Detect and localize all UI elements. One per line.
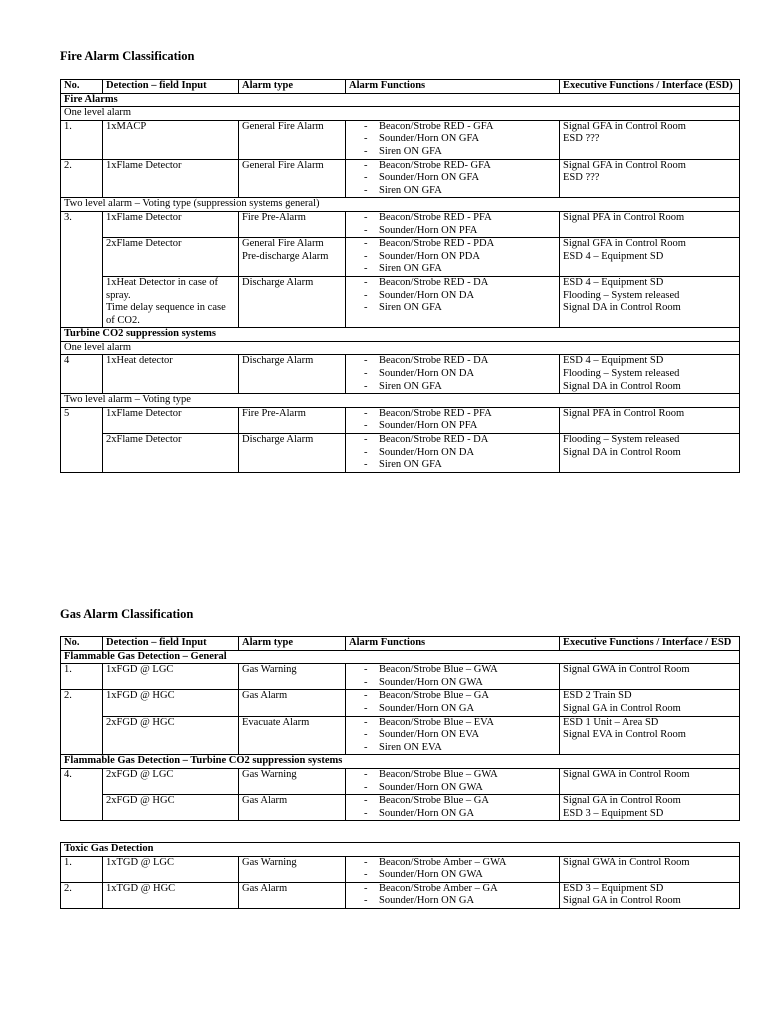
- alarm-type-cell-line: General Fire Alarm: [242, 120, 324, 132]
- detection-cell: [103, 211, 239, 237]
- table-row: [61, 856, 740, 882]
- executive-functions-cell: [560, 690, 740, 716]
- table-row: [61, 211, 740, 237]
- gas-table-body: [61, 650, 740, 821]
- table-row: [61, 238, 740, 277]
- alarm-function-item: - Sounder/Horn ON DA: [349, 447, 556, 460]
- detection-cell-line: 1xFlame Detector: [106, 407, 182, 419]
- detection-cell: [103, 355, 239, 394]
- alarm-functions-list: [349, 238, 556, 276]
- alarm-functions-cell: [346, 768, 560, 794]
- executive-functions-cell: [560, 276, 740, 327]
- gas-alarm-section: [60, 607, 739, 821]
- row-number: 1.: [61, 664, 103, 690]
- alarm-type-cell-line: Gas Warning: [242, 768, 297, 780]
- alarm-type-cell-line: Gas Warning: [242, 856, 297, 868]
- header-no: No.: [61, 80, 103, 94]
- alarm-function-item: - Beacon/Strobe RED - DA: [349, 355, 556, 368]
- alarm-function-item: - Siren ON GFA: [349, 381, 556, 394]
- alarm-functions-list: [349, 434, 556, 472]
- fire-subgroup-row-label: Two level alarm – Voting type (suppression systems general): [61, 198, 740, 212]
- alarm-type-cell: [239, 664, 346, 690]
- table-row: [61, 690, 740, 716]
- toxic-gas-section: [60, 842, 739, 909]
- alarm-function-item: - Beacon/Strobe RED - PDA: [349, 238, 556, 251]
- table-row: [61, 795, 740, 821]
- detection-cell: [103, 690, 239, 716]
- alarm-type-cell-line: Discharge Alarm: [242, 276, 314, 288]
- executive-functions-cell: [560, 856, 740, 882]
- header-detection: Detection – field Input: [103, 637, 239, 651]
- table-row: [61, 276, 740, 327]
- executive-functions-cell: [560, 120, 740, 159]
- detection-cell-line: 1xFlame Detector: [106, 211, 182, 223]
- alarm-function-item: - Siren ON GFA: [349, 459, 556, 472]
- alarm-functions-cell: [346, 276, 560, 327]
- detection-cell: [103, 856, 239, 882]
- alarm-type-cell-line: Gas Alarm: [242, 690, 288, 702]
- detection-cell-line: 1xHeat Detector in case of: [106, 276, 218, 288]
- toxic-group-row: [61, 843, 740, 857]
- alarm-function-item: - Siren ON GFA: [349, 263, 556, 276]
- detection-cell-line: 2xFlame Detector: [106, 238, 182, 250]
- alarm-functions-cell: [346, 407, 560, 433]
- executive-functions-cell-line: Flooding – System released: [563, 368, 680, 380]
- alarm-functions-list: [349, 664, 556, 689]
- alarm-functions-cell: [346, 856, 560, 882]
- executive-functions-cell: [560, 159, 740, 198]
- alarm-function-item: - Siren ON EVA: [349, 742, 556, 755]
- alarm-function-item: - Siren ON GFA: [349, 302, 556, 315]
- detection-cell-line: 1xTGD @ HGC: [106, 882, 176, 894]
- alarm-type-cell-line: Gas Alarm: [242, 882, 288, 894]
- alarm-function-item: - Beacon/Strobe Amber – GA: [349, 883, 556, 896]
- alarm-type-cell: [239, 882, 346, 908]
- executive-functions-cell-line: Flooding – System released: [563, 434, 680, 446]
- row-number: 3.: [61, 211, 103, 327]
- gas-group-row: [61, 650, 740, 664]
- gas-table-header: [61, 637, 740, 651]
- alarm-functions-list: [349, 160, 556, 198]
- alarm-functions-list: [349, 277, 556, 315]
- alarm-type-cell: [239, 434, 346, 473]
- gas-alarm-table: [60, 636, 740, 821]
- alarm-functions-list: [349, 355, 556, 393]
- row-number: 4: [61, 355, 103, 394]
- alarm-function-item: - Sounder/Horn ON GA: [349, 703, 556, 716]
- alarm-function-item: - Beacon/Strobe RED - DA: [349, 277, 556, 290]
- alarm-type-cell-line: General Fire Alarm: [242, 238, 324, 250]
- detection-cell-line: Time delay sequence in case: [106, 302, 226, 314]
- executive-functions-cell: [560, 355, 740, 394]
- alarm-type-cell: [239, 407, 346, 433]
- alarm-functions-list: [349, 690, 556, 715]
- alarm-function-item: - Sounder/Horn ON PFA: [349, 225, 556, 238]
- executive-functions-cell-line: ESD ???: [563, 172, 600, 184]
- fire-alarm-title: Fire Alarm Classification: [60, 49, 195, 63]
- executive-functions-cell-line: ESD 3 – Equipment SD: [563, 882, 664, 894]
- alarm-type-cell: [239, 856, 346, 882]
- alarm-functions-list: [349, 769, 556, 794]
- executive-functions-cell-line: ESD 4 – Equipment SD: [563, 355, 664, 367]
- row-number: 2.: [61, 882, 103, 908]
- alarm-functions-list: [349, 212, 556, 237]
- header-alarm-functions: Alarm Functions: [346, 80, 560, 94]
- row-number: 5: [61, 407, 103, 472]
- alarm-function-item: - Sounder/Horn ON EVA: [349, 729, 556, 742]
- fire-subgroup-row: [61, 198, 740, 212]
- detection-cell-line: 1xHeat detector: [106, 355, 173, 367]
- executive-functions-cell-line: Signal PFA in Control Room: [563, 407, 685, 419]
- fire-alarm-section: [60, 49, 739, 473]
- alarm-type-cell: [239, 238, 346, 277]
- alarm-functions-cell: [346, 795, 560, 821]
- executive-functions-cell-line: Signal DA in Control Room: [563, 302, 681, 314]
- executive-functions-cell: [560, 768, 740, 794]
- executive-functions-cell-line: ESD 1 Unit – Area SD: [563, 716, 659, 728]
- table-row: [61, 159, 740, 198]
- executive-functions-cell: [560, 716, 740, 755]
- table-row: [61, 768, 740, 794]
- row-number: 4.: [61, 768, 103, 820]
- alarm-functions-cell: [346, 690, 560, 716]
- alarm-function-item: - Beacon/Strobe Amber – GWA: [349, 857, 556, 870]
- fire-table-body: [61, 93, 740, 472]
- alarm-function-item: - Beacon/Strobe RED - GFA: [349, 121, 556, 134]
- row-number: 1.: [61, 856, 103, 882]
- executive-functions-cell-line: ESD 4 – Equipment SD: [563, 250, 664, 262]
- alarm-function-item: - Beacon/Strobe RED - PFA: [349, 408, 556, 421]
- table-row: [61, 120, 740, 159]
- executive-functions-cell: [560, 664, 740, 690]
- header-executive-functions: Executive Functions / Interface (ESD): [560, 80, 740, 94]
- executive-functions-cell-line: Signal EVA in Control Room: [563, 729, 686, 741]
- alarm-functions-cell: [346, 211, 560, 237]
- alarm-functions-list: [349, 795, 556, 820]
- alarm-functions-cell: [346, 238, 560, 277]
- detection-cell-line: 1xFlame Detector: [106, 159, 182, 171]
- alarm-type-cell-line: Evacuate Alarm: [242, 716, 310, 728]
- alarm-type-cell: [239, 355, 346, 394]
- fire-subgroup-row: [61, 394, 740, 408]
- detection-cell-line: 2xFlame Detector: [106, 434, 182, 446]
- alarm-function-item: - Sounder/Horn ON GWA: [349, 677, 556, 690]
- alarm-type-cell-line: Gas Alarm: [242, 795, 288, 807]
- executive-functions-cell: [560, 882, 740, 908]
- table-row: [61, 355, 740, 394]
- detection-cell: [103, 407, 239, 433]
- executive-functions-cell: [560, 238, 740, 277]
- fire-group-row: [61, 93, 740, 107]
- alarm-functions-cell: [346, 882, 560, 908]
- detection-cell: [103, 882, 239, 908]
- header-executive-functions: Executive Functions / Interface / ESD: [560, 637, 740, 651]
- alarm-function-item: - Beacon/Strobe Blue – GWA: [349, 769, 556, 782]
- detection-cell-line: 2xFGD @ HGC: [106, 716, 175, 728]
- executive-functions-cell-line: ESD 2 Train SD: [563, 690, 632, 702]
- alarm-function-item: - Beacon/Strobe Blue – GWA: [349, 664, 556, 677]
- table-row: [61, 882, 740, 908]
- executive-functions-cell-line: Signal PFA in Control Room: [563, 211, 685, 223]
- table-row: [61, 407, 740, 433]
- executive-functions-cell-line: Signal DA in Control Room: [563, 446, 681, 458]
- fire-subgroup-row: [61, 107, 740, 121]
- toxic-group-row-label: Toxic Gas Detection: [61, 843, 740, 857]
- detection-cell-line: 1xFGD @ LGC: [106, 664, 174, 676]
- detection-cell-line: of CO2.: [106, 314, 140, 326]
- alarm-type-cell-line: Fire Pre-Alarm: [242, 211, 306, 223]
- executive-functions-cell: [560, 211, 740, 237]
- detection-cell-line: 2xFGD @ LGC: [106, 768, 174, 780]
- alarm-functions-list: [349, 883, 556, 908]
- detection-cell: [103, 276, 239, 327]
- alarm-function-item: - Beacon/Strobe Blue – GA: [349, 690, 556, 703]
- gas-group-row-label: Flammable Gas Detection – General: [61, 650, 740, 664]
- alarm-functions-cell: [346, 716, 560, 755]
- detection-cell-line: 1xFGD @ HGC: [106, 690, 175, 702]
- gas-group-row-label: Flammable Gas Detection – Turbine CO2 suppression systems: [61, 755, 740, 769]
- row-number: 2.: [61, 690, 103, 755]
- alarm-functions-cell: [346, 120, 560, 159]
- executive-functions-cell-line: ESD 4 – Equipment SD: [563, 276, 664, 288]
- alarm-functions-list: [349, 717, 556, 755]
- alarm-type-cell: [239, 159, 346, 198]
- alarm-functions-cell: [346, 434, 560, 473]
- row-number: 1.: [61, 120, 103, 159]
- alarm-functions-list: [349, 408, 556, 433]
- detection-cell: [103, 716, 239, 755]
- alarm-type-cell-line: Fire Pre-Alarm: [242, 407, 306, 419]
- executive-functions-cell: [560, 434, 740, 473]
- alarm-function-item: - Sounder/Horn ON DA: [349, 368, 556, 381]
- executive-functions-cell-line: Flooding – System released: [563, 289, 680, 301]
- executive-functions-cell-line: ESD 3 – Equipment SD: [563, 807, 664, 819]
- alarm-function-item: - Beacon/Strobe RED - DA: [349, 434, 556, 447]
- gas-group-row: [61, 755, 740, 769]
- executive-functions-cell-line: Signal GWA in Control Room: [563, 856, 690, 868]
- executive-functions-cell-line: Signal GWA in Control Room: [563, 664, 690, 676]
- alarm-type-cell-line: Gas Warning: [242, 664, 297, 676]
- table-row: [61, 716, 740, 755]
- header-detection: Detection – field Input: [103, 80, 239, 94]
- alarm-function-item: - Sounder/Horn ON GFA: [349, 172, 556, 185]
- alarm-function-item: - Sounder/Horn ON GA: [349, 808, 556, 821]
- fire-alarm-table: [60, 79, 740, 473]
- alarm-type-cell: [239, 795, 346, 821]
- alarm-type-cell: [239, 768, 346, 794]
- toxic-table-body: [61, 843, 740, 909]
- alarm-function-item: - Sounder/Horn ON PFA: [349, 420, 556, 433]
- header-alarm-type: Alarm type: [239, 637, 346, 651]
- executive-functions-cell-line: Signal GA in Control Room: [563, 795, 681, 807]
- alarm-type-cell: [239, 690, 346, 716]
- table-row: [61, 434, 740, 473]
- alarm-function-item: - Sounder/Horn ON GFA: [349, 133, 556, 146]
- detection-cell: [103, 664, 239, 690]
- detection-cell-line: 2xFGD @ HGC: [106, 795, 175, 807]
- executive-functions-cell-line: Signal DA in Control Room: [563, 380, 681, 392]
- fire-group-row-label: Fire Alarms: [61, 93, 740, 107]
- header-alarm-type: Alarm type: [239, 80, 346, 94]
- alarm-functions-list: [349, 121, 556, 159]
- executive-functions-cell-line: Signal GFA in Control Room: [563, 120, 686, 132]
- detection-cell-line: 1xTGD @ LGC: [106, 856, 174, 868]
- alarm-functions-cell: [346, 355, 560, 394]
- detection-cell: [103, 238, 239, 277]
- executive-functions-cell-line: Signal GWA in Control Room: [563, 768, 690, 780]
- fire-group-row: [61, 328, 740, 342]
- detection-cell: [103, 434, 239, 473]
- alarm-function-item: - Beacon/Strobe Blue – GA: [349, 795, 556, 808]
- detection-cell-line: spray.: [106, 289, 131, 301]
- alarm-functions-cell: [346, 664, 560, 690]
- fire-group-row-label: Turbine CO2 suppression systems: [61, 328, 740, 342]
- fire-subgroup-row-label: One level alarm: [61, 107, 740, 121]
- executive-functions-cell: [560, 795, 740, 821]
- gas-alarm-title: Gas Alarm Classification: [60, 607, 194, 621]
- detection-cell: [103, 120, 239, 159]
- alarm-function-item: - Sounder/Horn ON GWA: [349, 782, 556, 795]
- executive-functions-cell-line: Signal GFA in Control Room: [563, 238, 686, 250]
- alarm-function-item: - Sounder/Horn ON PDA: [349, 251, 556, 264]
- alarm-type-cell: [239, 120, 346, 159]
- alarm-function-item: - Beacon/Strobe RED- GFA: [349, 160, 556, 173]
- fire-table-header: [61, 80, 740, 94]
- toxic-gas-table: [60, 842, 740, 909]
- fire-subgroup-row-label: Two level alarm – Voting type: [61, 394, 740, 408]
- fire-subgroup-row-label: One level alarm: [61, 341, 740, 355]
- alarm-function-item: - Sounder/Horn ON GWA: [349, 869, 556, 882]
- alarm-function-item: - Siren ON GFA: [349, 146, 556, 159]
- alarm-type-cell-line: Discharge Alarm: [242, 434, 314, 446]
- executive-functions-cell: [560, 407, 740, 433]
- detection-cell-line: 1xMACP: [106, 120, 147, 132]
- alarm-type-cell: [239, 211, 346, 237]
- executive-functions-cell-line: Signal GA in Control Room: [563, 702, 681, 714]
- executive-functions-cell-line: Signal GA in Control Room: [563, 895, 681, 907]
- detection-cell: [103, 159, 239, 198]
- header-alarm-functions: Alarm Functions: [346, 637, 560, 651]
- alarm-function-item: - Sounder/Horn ON GA: [349, 895, 556, 908]
- alarm-functions-list: [349, 857, 556, 882]
- alarm-type-cell: [239, 716, 346, 755]
- table-row: [61, 664, 740, 690]
- fire-subgroup-row: [61, 341, 740, 355]
- alarm-function-item: - Beacon/Strobe RED - PFA: [349, 212, 556, 225]
- executive-functions-cell-line: ESD ???: [563, 133, 600, 145]
- detection-cell: [103, 795, 239, 821]
- alarm-type-cell-line: General Fire Alarm: [242, 159, 324, 171]
- header-no: No.: [61, 637, 103, 651]
- alarm-type-cell: [239, 276, 346, 327]
- executive-functions-cell-line: Signal GFA in Control Room: [563, 159, 686, 171]
- alarm-functions-cell: [346, 159, 560, 198]
- detection-cell: [103, 768, 239, 794]
- alarm-function-item: - Sounder/Horn ON DA: [349, 290, 556, 303]
- row-number: 2.: [61, 159, 103, 198]
- alarm-type-cell-line: Discharge Alarm: [242, 355, 314, 367]
- alarm-function-item: - Siren ON GFA: [349, 185, 556, 198]
- alarm-function-item: - Beacon/Strobe Blue – EVA: [349, 717, 556, 730]
- alarm-type-cell-line: Pre-discharge Alarm: [242, 250, 329, 262]
